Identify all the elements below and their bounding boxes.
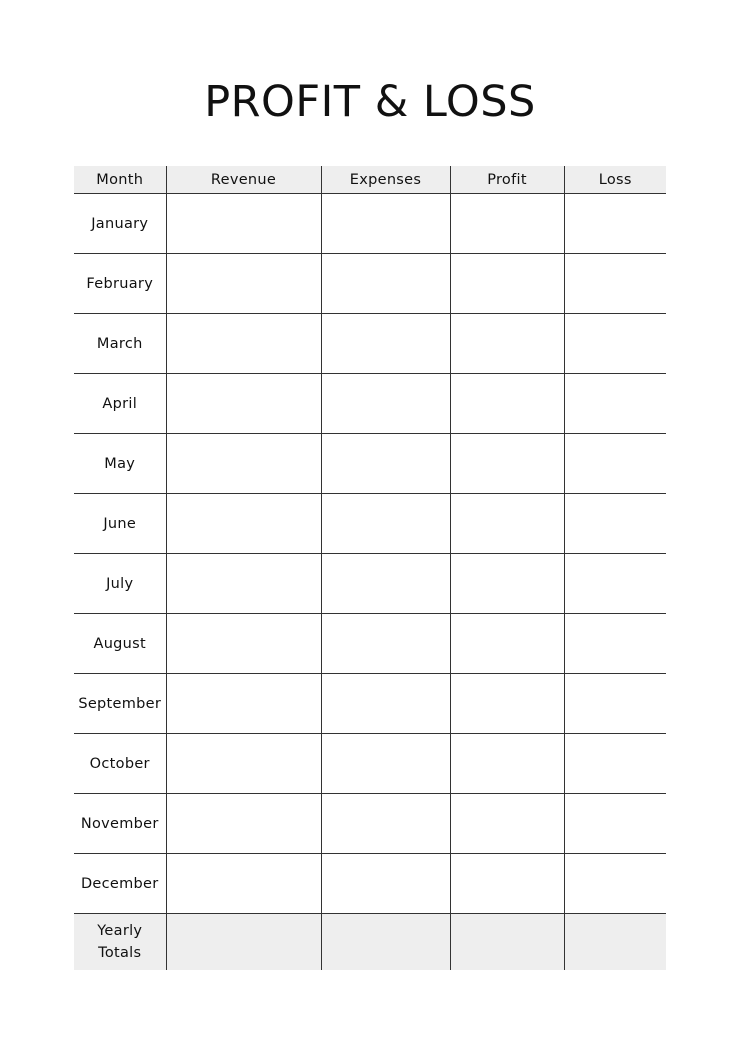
revenue-cell[interactable] xyxy=(166,734,321,794)
loss-cell[interactable] xyxy=(564,854,666,914)
expenses-cell[interactable] xyxy=(321,614,450,674)
month-label: September xyxy=(74,674,166,734)
loss-cell[interactable] xyxy=(564,734,666,794)
table-row xyxy=(74,854,666,914)
loss-cell[interactable] xyxy=(564,374,666,434)
month-label: January xyxy=(74,194,166,254)
loss-cell[interactable] xyxy=(564,494,666,554)
revenue-cell[interactable] xyxy=(166,434,321,494)
revenue-cell[interactable] xyxy=(166,494,321,554)
loss-cell[interactable] xyxy=(564,614,666,674)
loss-cell[interactable] xyxy=(564,554,666,614)
total-profit-cell[interactable] xyxy=(450,914,564,971)
table-row xyxy=(74,254,666,314)
table-row xyxy=(74,734,666,794)
total-expenses-cell[interactable] xyxy=(321,914,450,971)
table-row xyxy=(74,374,666,434)
month-label: April xyxy=(74,374,166,434)
profit-cell[interactable] xyxy=(450,314,564,374)
month-label: February xyxy=(74,254,166,314)
expenses-cell[interactable] xyxy=(321,794,450,854)
profit-cell[interactable] xyxy=(450,434,564,494)
expenses-cell[interactable] xyxy=(321,494,450,554)
month-label: June xyxy=(74,494,166,554)
revenue-cell[interactable] xyxy=(166,554,321,614)
table-row xyxy=(74,194,666,254)
month-label: March xyxy=(74,314,166,374)
expenses-cell[interactable] xyxy=(321,374,450,434)
profit-cell[interactable] xyxy=(450,254,564,314)
profit-cell[interactable] xyxy=(450,614,564,674)
column-header-revenue: Revenue xyxy=(166,166,321,194)
expenses-cell[interactable] xyxy=(321,194,450,254)
column-header-month: Month xyxy=(74,166,166,194)
loss-cell[interactable] xyxy=(564,314,666,374)
expenses-cell[interactable] xyxy=(321,554,450,614)
yearly-totals-label-line-2: Totals xyxy=(98,945,142,961)
profit-cell[interactable] xyxy=(450,674,564,734)
profit-cell[interactable] xyxy=(450,854,564,914)
month-label: November xyxy=(74,794,166,854)
column-header-profit: Profit xyxy=(450,166,564,194)
revenue-cell[interactable] xyxy=(166,854,321,914)
profit-loss-table xyxy=(74,166,666,970)
table-row xyxy=(74,674,666,734)
expenses-cell[interactable] xyxy=(321,854,450,914)
expenses-cell[interactable] xyxy=(321,254,450,314)
revenue-cell[interactable] xyxy=(166,674,321,734)
loss-cell[interactable] xyxy=(564,434,666,494)
expenses-cell[interactable] xyxy=(321,674,450,734)
profit-cell[interactable] xyxy=(450,734,564,794)
revenue-cell[interactable] xyxy=(166,794,321,854)
column-header-expenses: Expenses xyxy=(321,166,450,194)
loss-cell[interactable] xyxy=(564,794,666,854)
expenses-cell[interactable] xyxy=(321,314,450,374)
month-label: August xyxy=(74,614,166,674)
loss-cell[interactable] xyxy=(564,194,666,254)
page-title: PROFIT & LOSS xyxy=(204,77,536,127)
profit-cell[interactable] xyxy=(450,794,564,854)
month-label: December xyxy=(74,854,166,914)
revenue-cell[interactable] xyxy=(166,314,321,374)
profit-cell[interactable] xyxy=(450,374,564,434)
table-row xyxy=(74,554,666,614)
loss-cell[interactable] xyxy=(564,254,666,314)
profit-cell[interactable] xyxy=(450,554,564,614)
table-row xyxy=(74,434,666,494)
month-rows xyxy=(74,194,666,914)
expenses-cell[interactable] xyxy=(321,434,450,494)
month-label: July xyxy=(74,554,166,614)
header-row xyxy=(74,166,666,194)
yearly-totals-label-line-1: Yearly xyxy=(97,923,143,939)
profit-cell[interactable] xyxy=(450,194,564,254)
revenue-cell[interactable] xyxy=(166,254,321,314)
yearly-totals-label xyxy=(74,914,166,971)
table-row xyxy=(74,614,666,674)
total-revenue-cell[interactable] xyxy=(166,914,321,971)
month-label: May xyxy=(74,434,166,494)
table-row xyxy=(74,794,666,854)
expenses-cell[interactable] xyxy=(321,734,450,794)
revenue-cell[interactable] xyxy=(166,374,321,434)
table-row xyxy=(74,494,666,554)
column-header-loss: Loss xyxy=(564,166,666,194)
month-label: October xyxy=(74,734,166,794)
loss-cell[interactable] xyxy=(564,674,666,734)
revenue-cell[interactable] xyxy=(166,614,321,674)
revenue-cell[interactable] xyxy=(166,194,321,254)
table-row xyxy=(74,314,666,374)
total-loss-cell[interactable] xyxy=(564,914,666,971)
profit-cell[interactable] xyxy=(450,494,564,554)
yearly-totals-row xyxy=(74,914,666,971)
